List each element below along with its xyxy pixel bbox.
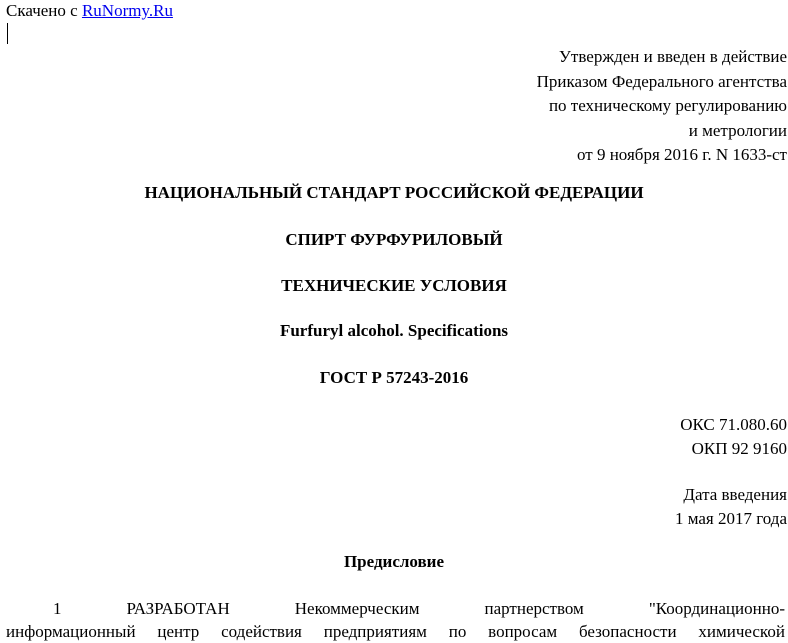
preface-word: предприятиям [323,622,427,641]
approval-line: по техническому регулированию [548,96,787,115]
preface-word: РАЗРАБОТАН [126,599,230,618]
preface-word: Некоммерческим [294,599,420,618]
product-heading: СПИРТ ФУРФУРИЛОВЫЙ [285,230,503,249]
gost-number: ГОСТ Р 57243-2016 [319,368,469,387]
source-link[interactable]: RuNormy.Ru [81,1,173,20]
intro-date-block [387,483,787,531]
intro-date-value: 1 мая 2017 года [674,509,787,528]
preface-word: по [448,622,467,641]
preface-word: содействия [221,622,302,641]
intro-date-label: Дата введения [683,485,787,504]
national-standard-heading: НАЦИОНАЛЬНЫЙ СТАНДАРТ РОССИЙСКОЙ ФЕДЕРАЦИИ [144,183,644,202]
preface-word: химической [698,622,785,641]
conditions-heading: ТЕХНИЧЕСКИЕ УСЛОВИЯ [281,276,507,295]
preface-word: безопасности [579,622,677,641]
preface-item-1-line-1 [6,597,785,620]
approval-line: Приказом Федерального агентства [536,71,787,91]
preface-title: Предисловие [343,552,445,571]
source-line [6,1,173,21]
preface-item-1-line-2 [6,620,785,643]
oks-code: ОКС 71.080.60 [680,415,787,434]
preface-word: "Координационно- [648,599,785,618]
source-prefix: Скачено с [6,1,82,20]
approval-block [287,45,787,168]
approval-line: от 9 ноября 2016 г. N 1633-ст [577,145,787,164]
preface-item-1 [6,597,785,643]
preface-item-number: 1 [53,599,62,618]
preface-word: информационный [6,622,136,641]
okp-code: ОКП 92 9160 [691,439,787,458]
approval-line: и метрологии [688,120,787,140]
classification-block [387,413,787,461]
preface-word: партнерством [484,599,584,618]
english-title: Furfuryl alcohol. Specifications [279,321,509,340]
preface-word: центр [157,622,200,641]
text-cursor [7,23,8,44]
approval-line: Утвержден и введен в действие [558,47,787,66]
preface-word: вопросам [488,622,558,641]
